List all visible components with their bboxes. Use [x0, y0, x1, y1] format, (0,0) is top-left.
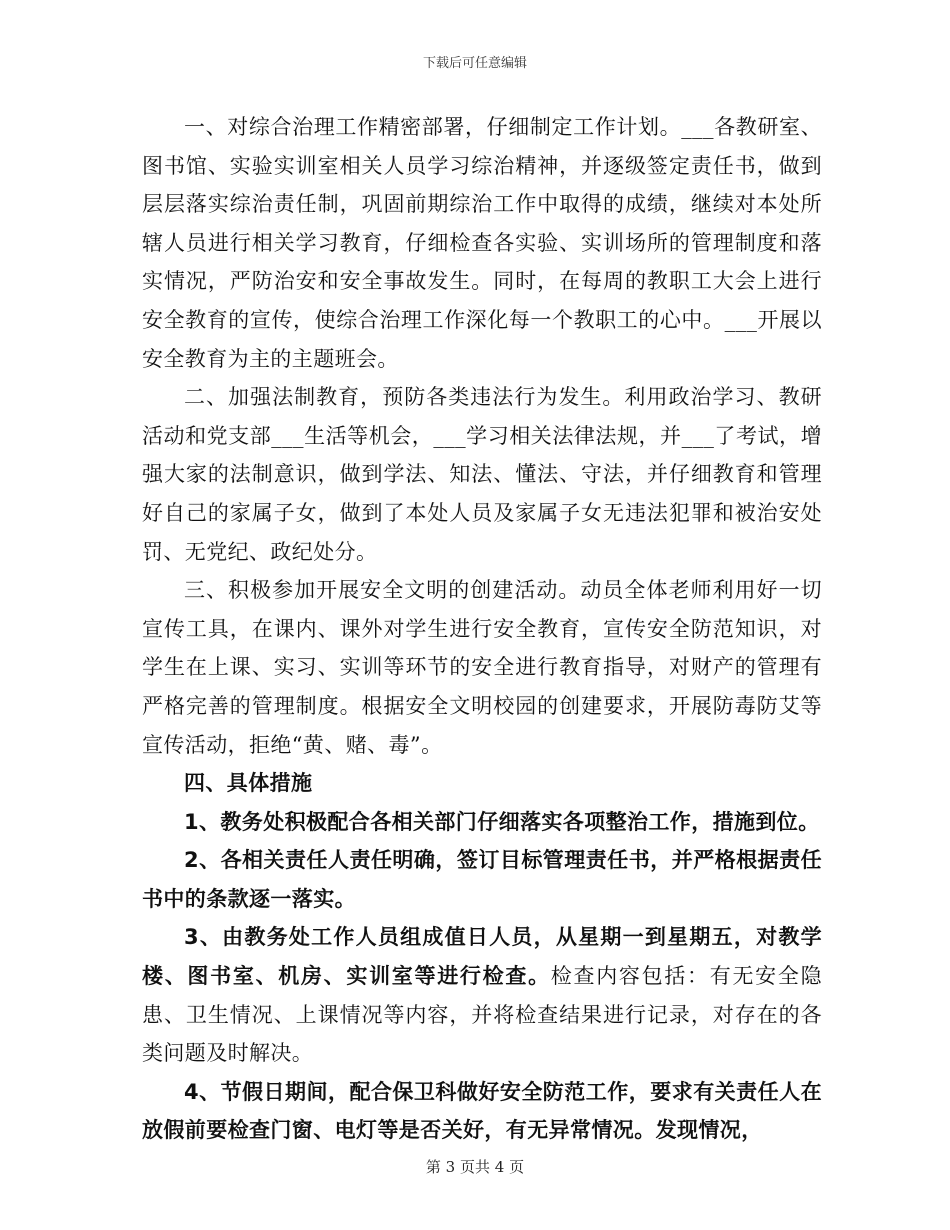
document-body: [142, 108, 822, 1150]
paragraph-1: 一、对综合治理工作精密部署，仔细制定工作计划。___各教研室、图书馆、实验实训室相关人员学习综治精神，并逐级签定责任书，做到层层落实综治责任制，巩固前期综治工作中取得的成绩，继续对本处所辖人员进行相关学习教育，仔细检查各实验、实训场所的管理制度和落实情况，严防治安和安全事故发生。同时，在每周的教职工大会上进行安全教育的宣传，使综合治理工作深化每一个教职工的心中。___开展以安全教育为主的主题班会。: [142, 115, 822, 371]
measure-1: 1、教务处积极配合各相关部门仔细落实各项整治工作，措施到位。: [184, 809, 820, 834]
page-header: 下载后可任意编辑: [422, 56, 527, 71]
measure-4: 4、节假日期间，配合保卫科做好安全防范工作，要求有关责任人在放假前要检查门窗、电灯等是否关好，有无异常情况。发现情况，: [142, 1079, 822, 1143]
paragraph-3: 三、积极参加开展安全文明的创建活动。动员全体老师利用好一切宣传工具，在课内、课外对学生进行安全教育，宣传安全防范知识，对学生在上课、实习、实训等环节的安全进行教育指导，对财产的管理有严格完善的管理制度。根据安全文明校园的创建要求，开展防毒防艾等宣传活动，拒绝“黄、赌、毒”。: [142, 578, 822, 757]
paragraph-2: 二、加强法制教育，预防各类违法行为发生。利用政治学习、教研活动和党支部___生活等机会，___学习相关法律法规，并___了考试，增强大家的法制意识，做到学法、知法、懂法、守法，并仔细教育和管理好自己的家属子女，做到了本处人员及家属子女无违法犯罪和被治安处罚、无党纪、政纪处分。: [142, 385, 822, 564]
measure-3: [142, 918, 822, 1072]
measure-3-rest: 检查内容包括：有无安全隐患、卫生情况、上课情况等内容，并将检查结果进行记录，对存在的各类问题及时解决。: [142, 964, 822, 1066]
measure-2: 2、各相关责任人责任明确，签订目标管理责任书，并严格根据责任书中的条款逐一落实。: [142, 848, 822, 911]
measure-3-bold: 3、由教务处工作人员组成值日人员，从星期一到星期五，对教学楼、图书室、机房、实训室等进行检查。: [142, 925, 822, 989]
section-heading-measures: 四、具体措施: [184, 771, 313, 796]
page-footer: 第 3 页共 4 页: [425, 1158, 525, 1176]
